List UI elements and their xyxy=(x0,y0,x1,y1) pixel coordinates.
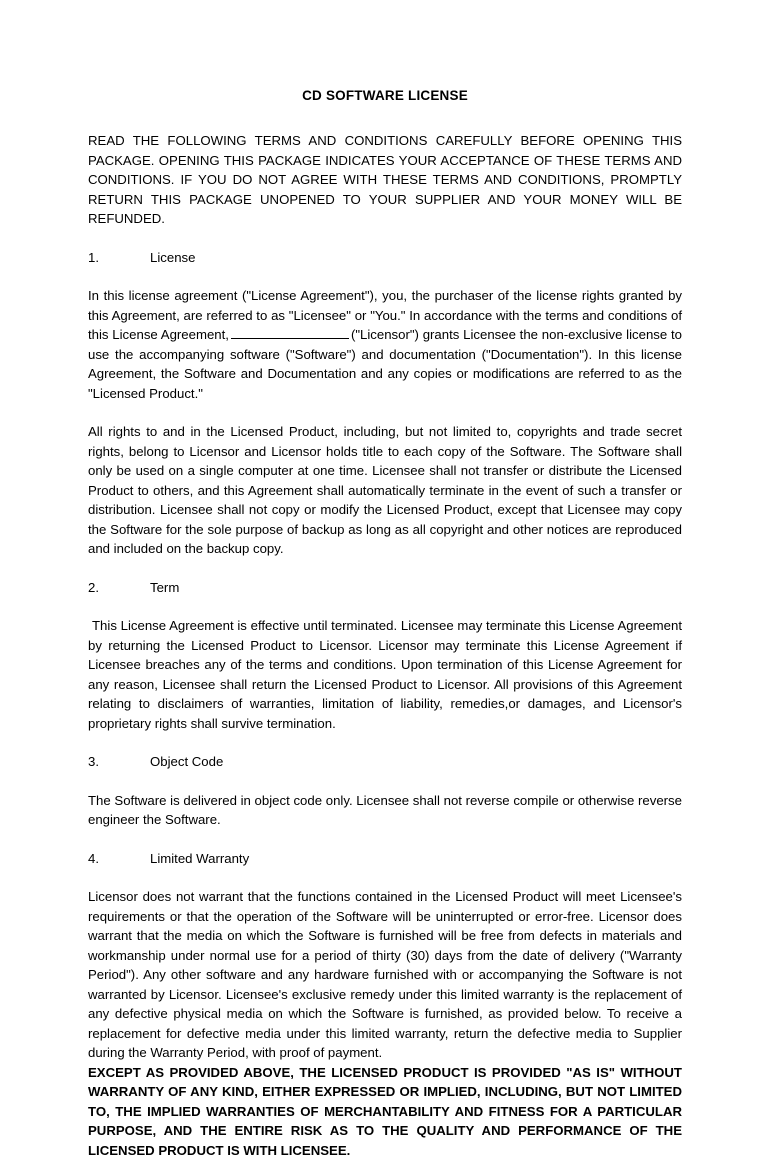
section-title: Term xyxy=(150,578,682,598)
term-paragraph-1: This License Agreement is effective until terminated. Licensee may terminate this License Agreement by returning the Licensed Product to Licensor. Licensor may terminate this License Agreement if Licensee breaches any of the terms and conditions. Upon termination of this License Agreement for any reason, Licensee shall return the Licensed Product to Licensor. All provisions of this Agreement relating to disclaimers of warranties, limitation of liability, remedies,or damages, and Licensor's proprietary rights shall survive termination. xyxy=(88,616,682,733)
limited-warranty-paragraph-1: Licensor does not warrant that the functions contained in the Licensed Product will meet Licensee's requirements or that the operation of the Software will be uninterrupted or error-free. Licensor does warrant that the media on which the Software is furnished will be free from defects in materials and workmanship under normal use for a period of thirty (30) days from the date of delivery ("Warranty Period"). Any other software and any hardware furnished with or accompanying the Software is not warranted by Licensor. Licensee's exclusive remedy under this limited warranty is the replacement of any defective physical media on which the Software is furnished, as provided below. To receive a replacement for defective media under this limited warranty, return the defective media to Supplier during the Warranty Period, with proof of payment. xyxy=(88,887,682,1063)
page-title: CD SOFTWARE LICENSE xyxy=(88,88,682,103)
limited-warranty-disclaimer: EXCEPT AS PROVIDED ABOVE, THE LICENSED PRODUCT IS PROVIDED "AS IS" WITHOUT WARRANTY OF ANY KIND, EITHER EXPRESSED OR IMPLIED, INCLUDING, BUT NOT LIMITED TO, THE IMPLIED WARRANTIES OF MERCHANTABILITY AND FITNESS FOR A PARTICULAR PURPOSE, AND THE ENTIRE RISK AS TO THE QUALITY AND PERFORMANCE OF THE LICENSED PRODUCT IS WITH LICENSEE. xyxy=(88,1063,682,1160)
license-paragraph-1 xyxy=(88,286,682,403)
section-title: Object Code xyxy=(150,752,682,772)
licensor-blank-field xyxy=(231,326,349,339)
license-paragraph-1-part-a: In this license agreement ("License Agreement"), you, the purchaser of the license rights granted by this Agreement, are referred to as "Licensee" or "You." In accordance with the terms and conditions of this License Agreement, xyxy=(88,288,682,342)
section-heading-object-code xyxy=(88,752,682,772)
section-heading-limited-warranty xyxy=(88,849,682,869)
intro-paragraph: READ THE FOLLOWING TERMS AND CONDITIONS CAREFULLY BEFORE OPENING THIS PACKAGE. OPENING THIS PACKAGE INDICATES YOUR ACCEPTANCE OF THESE TERMS AND CONDITIONS. IF YOU DO NOT AGREE WITH THESE TERMS AND CONDITIONS, PROMPTLY RETURN THIS PACKAGE UNOPENED TO YOUR SUPPLIER AND YOUR MONEY WILL BE REFUNDED. xyxy=(88,131,682,229)
section-heading-term xyxy=(88,578,682,598)
section-number: 4. xyxy=(88,849,150,869)
section-number: 3. xyxy=(88,752,150,772)
section-title: Limited Warranty xyxy=(150,849,682,869)
object-code-paragraph-1: The Software is delivered in object code only. Licensee shall not reverse compile or otherwise reverse engineer the Software. xyxy=(88,791,682,830)
license-paragraph-2: All rights to and in the Licensed Product, including, but not limited to, copyrights and trade secret rights, belong to Licensor and Licensor holds title to each copy of the Software. The Software shall only be used on a single computer at one time. Licensee shall not transfer or distribute the Licensed Product to others, and this Agreement shall automatically terminate in the event of such a transfer or distribution. Licensee shall not copy or modify the Licensed Product, except that Licensee may copy the Software for the sole purpose of backup as long as all copyright and other notices are reproduced and included on the backup copy. xyxy=(88,422,682,559)
section-number: 1. xyxy=(88,248,150,268)
license-paragraph-1-part-b: ("Licensor") grants Licensee the non-exclusive license to use the accompanying software ("Software") and documentation ("Documentation"). In this license Agreement, the Software and Documentation and any copies or modifications are referred to as the "Licensed Product." xyxy=(88,327,682,401)
section-number: 2. xyxy=(88,578,150,598)
section-heading-license xyxy=(88,248,682,268)
section-title: License xyxy=(150,248,682,268)
